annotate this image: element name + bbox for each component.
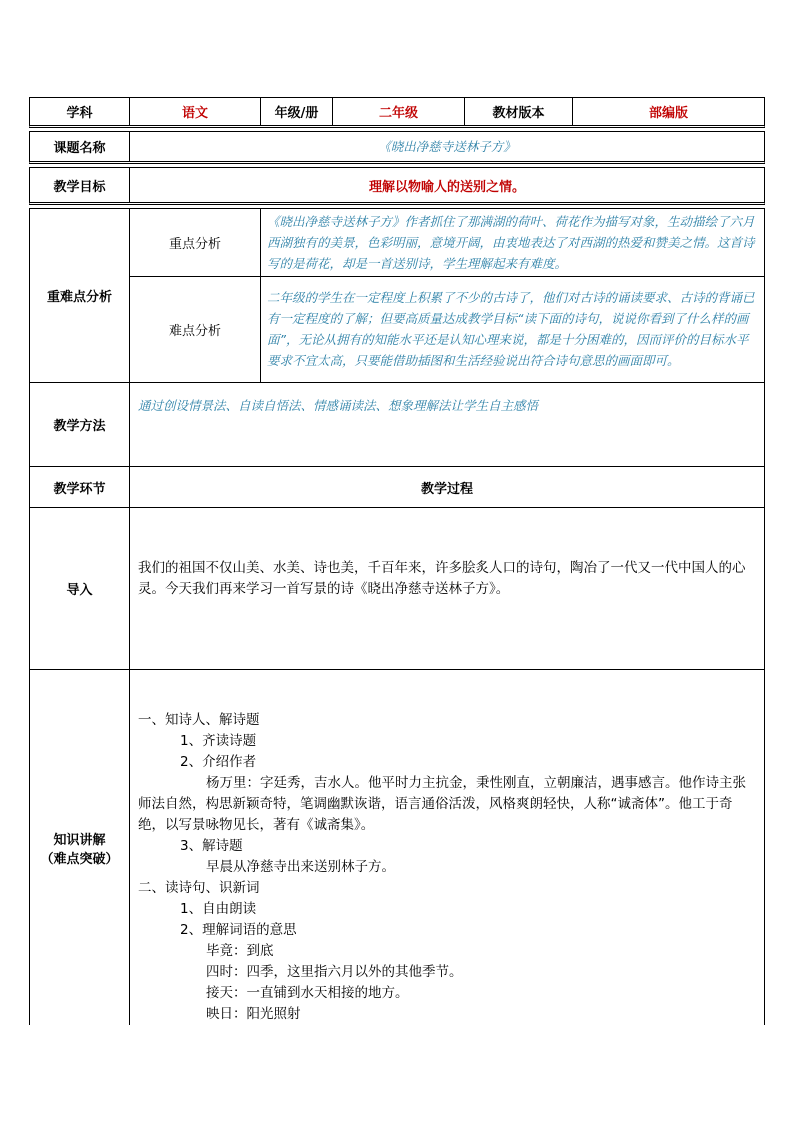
knowledge-line: 2、理解词语的意思	[180, 922, 297, 938]
method-value: 通过创设情景法、自读自悟法、情感诵读法、想象理解法让学生自主感悟	[138, 398, 539, 413]
course-label: 课题名称	[30, 132, 130, 161]
intro-cell	[130, 508, 764, 669]
process-header-label: 教学环节	[30, 467, 130, 507]
grade-label: 年级/册	[261, 98, 333, 125]
header-row	[29, 97, 765, 128]
knowledge-line: 1、自由朗读	[180, 901, 257, 917]
knowledge-line: 映日：阳光照射	[206, 1006, 301, 1022]
key-analysis-subrow	[130, 209, 764, 277]
method-label: 教学方法	[30, 383, 130, 466]
knowledge-line: 3、解诗题	[180, 838, 243, 854]
knowledge-line: 毕竟：到底	[206, 943, 274, 959]
goal-row	[29, 167, 765, 205]
knowledge-line: 一、知诗人、解诗题	[138, 712, 260, 728]
intro-text: 我们的祖国不仅山美、水美、诗也美，千百年来，许多脍炙人口的诗句，陶冶了一代又一代中国人的心灵。今天我们再来学习一首写景的诗《晓出净慈寺送林子方》。	[138, 560, 746, 597]
method-cell	[130, 383, 764, 466]
knowledge-cell	[130, 670, 764, 1026]
goal-value: 理解以物喻人的送别之情。	[368, 179, 525, 195]
knowledge-line: 杨万里：字廷秀，吉水人。他平时力主抗金，秉性刚直，立朝廉洁，遇事感言。他作诗主张师法自然，构思新颖奇特，笔调幽默诙谐，语言通俗活泼，风格爽朗轻快，人称“诚斋体”。他工于奇绝，以写景咏物见长，著有《诚斋集》。	[138, 775, 746, 833]
knowledge-label-cell	[30, 670, 130, 1025]
edition-value: 部编版	[648, 106, 688, 121]
knowledge-line: 2、介绍作者	[180, 754, 257, 770]
knowledge-label-sub: （难点突破）	[40, 851, 119, 867]
knowledge-line: 四时：四季，这里指六月以外的其他季节。	[206, 964, 463, 980]
difficult-analysis-text: 二年级的学生在一定程度上积累了不少的古诗了，他们对古诗的诵读要求、古诗的背诵已有一定程度的了解；但要高质量达成教学目标“读下面的诗句，说说你看到了什么样的画面”，无论从拥有的知能水平还是认知心理来说，都是十分困难的，因而评价的目标水平要求不宜太高，只要能借助插图和生活经验说出符合诗句意思的画面即可。	[267, 290, 755, 368]
knowledge-line: 1、齐读诗题	[180, 733, 257, 749]
analysis-row	[29, 208, 765, 383]
knowledge-label: 知识讲解	[53, 832, 106, 848]
knowledge-line: 二、读诗句、识新词	[138, 880, 260, 896]
analysis-label: 重难点分析	[30, 209, 130, 382]
difficult-analysis-label: 难点分析	[130, 276, 261, 382]
grade-value: 二年级	[333, 98, 465, 125]
knowledge-line: 接天：一直铺到水天相接的地方。	[206, 985, 409, 1001]
intro-label: 导入	[30, 508, 130, 669]
method-row	[29, 382, 765, 467]
knowledge-line: 早晨从净慈寺出来送别林子方。	[206, 859, 395, 875]
intro-row	[29, 507, 765, 670]
process-header-value: 教学过程	[420, 481, 473, 497]
edition-label: 教材版本	[465, 98, 573, 125]
difficult-analysis-subrow	[130, 276, 764, 382]
subject-label: 学科	[30, 98, 130, 125]
key-analysis-text: 《晓出净慈寺送林子方》作者抓住了那满湖的荷叶、荷花作为描写对象，生动描绘了六月西湖独有的美景，色彩明丽，意境开阔，由衷地表达了对西湖的热爱和赞美之情。这首诗写的是荷花，却是一首送别诗，学生理解起来有难度。	[267, 214, 755, 271]
key-analysis-label: 重点分析	[130, 209, 261, 276]
process-header-row	[29, 466, 765, 508]
subject-value: 语文	[130, 98, 261, 125]
knowledge-row	[29, 669, 765, 1025]
goal-label: 教学目标	[30, 168, 130, 202]
course-value: 《晓出净慈寺送林子方》	[378, 139, 516, 154]
course-row	[29, 131, 765, 164]
